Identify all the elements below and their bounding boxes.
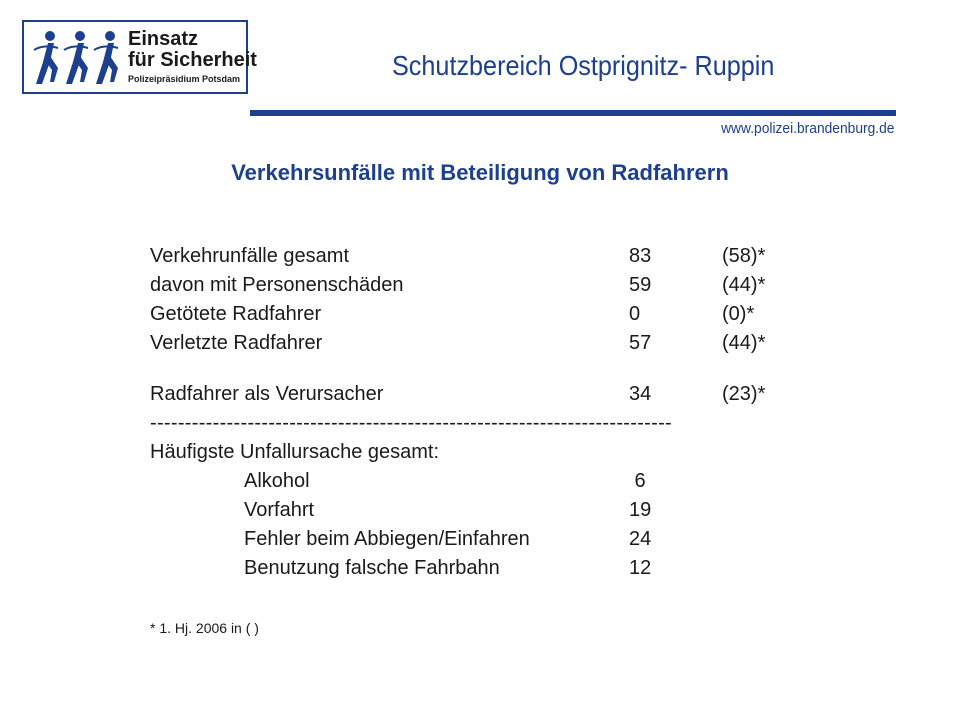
- cause-row: [150, 467, 774, 496]
- cause-row: [150, 554, 774, 583]
- stat-previous: (0)*: [722, 303, 755, 325]
- causes-heading: Häufigste Unfallursache gesamt:: [150, 441, 440, 463]
- logo-text-sicherheit: für Sicherheit: [128, 49, 257, 71]
- stat-value: 83: [629, 245, 652, 267]
- cause-label: Fehler beim Abbiegen/Einfahren: [244, 528, 530, 550]
- statistics-content: [150, 242, 774, 583]
- stat-row: [150, 300, 774, 329]
- spacer: [150, 358, 774, 380]
- footnote: * 1. Hj. 2006 in ( ): [150, 620, 259, 636]
- stat-previous: (58)*: [722, 245, 766, 267]
- slide-title: Verkehrsunfälle mit Beteiligung von Radfahrern: [231, 160, 729, 185]
- cause-value: 24: [629, 528, 652, 550]
- website-link[interactable]: www.polizei.brandenburg.de: [720, 120, 894, 137]
- stat-label: davon mit Personenschäden: [150, 274, 404, 296]
- causer-row: [150, 380, 774, 409]
- stat-previous: (44)*: [722, 332, 766, 354]
- stat-label: Verkehrunfälle gesamt: [150, 245, 350, 267]
- police-logo: [22, 20, 257, 94]
- cause-value: 6: [629, 470, 646, 492]
- stat-value: 57: [629, 332, 652, 354]
- cause-label: Vorfahrt: [244, 499, 315, 521]
- cause-value: 19: [629, 499, 652, 521]
- cause-label: Alkohol: [244, 470, 310, 492]
- cause-label: Benutzung falsche Fahrbahn: [244, 557, 500, 579]
- stat-row: [150, 329, 774, 358]
- stat-value: 0: [629, 303, 641, 325]
- stat-row: [150, 242, 774, 271]
- page-title: Schutzbereich Ostprignitz- Ruppin: [392, 50, 775, 81]
- running-figures-logo-icon: [28, 26, 126, 90]
- stat-value: 59: [629, 274, 652, 296]
- cause-value: 12: [629, 557, 652, 579]
- stat-row: [150, 271, 774, 300]
- dashed-divider: ---------------------------------------------------------------------------: [150, 412, 673, 434]
- causer-previous: (23)*: [722, 383, 766, 405]
- logo-text-einsatz: Einsatz: [128, 28, 199, 50]
- stat-label: Getötete Radfahrer: [150, 303, 322, 325]
- causes-heading-row: [150, 438, 774, 467]
- causer-label: Radfahrer als Verursacher: [150, 383, 384, 405]
- cause-row: [150, 525, 774, 554]
- header-divider: [250, 110, 896, 116]
- logo-text-praesidium: Polizeipräsidium Potsdam: [128, 74, 241, 84]
- stat-label: Verletzte Radfahrer: [150, 332, 323, 354]
- stat-previous: (44)*: [722, 274, 766, 296]
- causer-value: 34: [629, 383, 652, 405]
- cause-row: [150, 496, 774, 525]
